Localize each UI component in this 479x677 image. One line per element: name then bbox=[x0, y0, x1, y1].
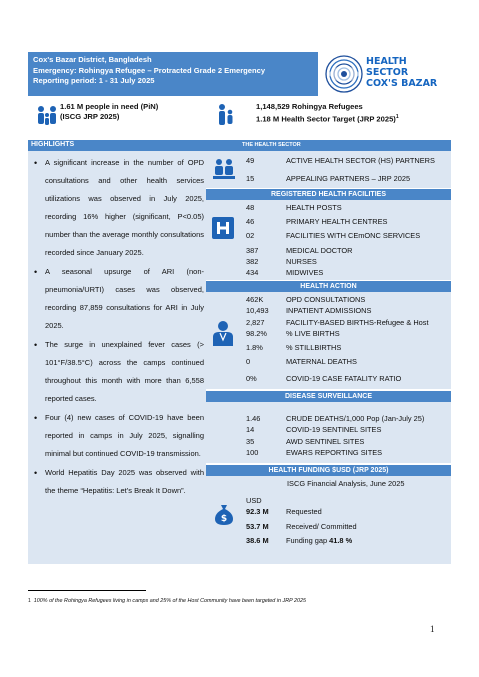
family-icon bbox=[36, 102, 58, 130]
action-label: OPD CONSULTATIONS bbox=[286, 295, 366, 304]
logo-line-health: HEALTH bbox=[366, 56, 407, 67]
pin-target-text: 1.18 M Health Sector Target (JRP 2025) bbox=[256, 114, 396, 124]
footnote-text: 100% of the Rohingya Refugees living in camps and 25% of the Host Community have been targeted in JRP 2025 bbox=[33, 598, 306, 604]
action-row bbox=[246, 343, 341, 354]
action-row bbox=[246, 357, 357, 368]
funding-row bbox=[246, 522, 357, 533]
surveillance-value: 35 bbox=[246, 437, 255, 446]
facility-row bbox=[246, 257, 317, 268]
action-row bbox=[246, 295, 365, 306]
funding-value: 53.7 M bbox=[246, 522, 269, 531]
highlight-item: • A seasonal upsurge of ARI (non-pneumonia/URTI) cases was observed, recording 87,859 consultations for ARI in July 2025. bbox=[32, 263, 204, 335]
doctor-icon bbox=[212, 320, 234, 346]
money-bag-icon bbox=[214, 504, 234, 526]
action-label: % LIVE BIRTHS bbox=[286, 329, 340, 338]
pin-right bbox=[214, 102, 454, 132]
funding-label: Funding gap bbox=[286, 536, 328, 545]
funding-subtitle: ISCG Financial Analysis, June 2025 bbox=[287, 479, 405, 488]
action-row bbox=[246, 374, 401, 385]
facility-value: 387 bbox=[246, 246, 259, 255]
action-row bbox=[246, 306, 371, 317]
hs-row-label: APPEALING PARTNERS – JRP 2025 bbox=[286, 174, 411, 183]
funding-label: Received/ Committed bbox=[286, 522, 357, 531]
surveillance-row bbox=[246, 437, 364, 448]
surveillance-label: EWARS REPORTING SITES bbox=[286, 448, 383, 457]
pin-source: (ISCG JRP 2025) bbox=[60, 112, 120, 121]
facility-value: 48 bbox=[246, 203, 255, 212]
hs-row-value: 49 bbox=[246, 156, 255, 165]
surveillance-value: 1.46 bbox=[246, 414, 261, 423]
facility-value: 434 bbox=[246, 268, 259, 277]
action-row bbox=[246, 329, 340, 340]
pin-refugees: 1,148,529 Rohingya Refugees bbox=[256, 102, 363, 111]
funding-currency: USD bbox=[246, 496, 262, 505]
surveillance-row bbox=[246, 448, 382, 459]
surveillance-row bbox=[246, 414, 424, 425]
action-label: COVID-19 CASE FATALITY RATIO bbox=[286, 374, 402, 383]
facility-label: HEALTH POSTS bbox=[286, 203, 342, 212]
action-value: 462K bbox=[246, 295, 264, 304]
facility-row bbox=[246, 231, 420, 242]
health-sector-title: THE HEALTH SECTOR bbox=[206, 140, 451, 151]
pin-left-text bbox=[60, 102, 210, 122]
facility-label: MEDICAL DOCTOR bbox=[286, 246, 353, 255]
facility-row bbox=[246, 203, 342, 214]
action-value: 2,827 bbox=[246, 318, 265, 327]
header-banner bbox=[28, 52, 318, 96]
funding-value: 92.3 M bbox=[246, 507, 269, 516]
action-value: 10,493 bbox=[246, 306, 269, 315]
action-value: 0% bbox=[246, 374, 257, 383]
highlight-item: • A significant increase in the number of OPD consultations and other health services utilizations was observed in July 2025, recording 16% higher (significant, P<0.05) number than the average monthly consultations recorded since January 2025. bbox=[32, 154, 204, 262]
highlights-panel bbox=[28, 151, 206, 564]
highlights-list bbox=[28, 151, 206, 500]
swirl-logo-icon bbox=[324, 53, 364, 95]
funding-gap-percent: 41.8 % bbox=[329, 536, 353, 545]
hs-row-value: 15 bbox=[246, 174, 255, 183]
page-number: 1 bbox=[430, 624, 435, 634]
action-label: FACILITY-BASED BIRTHS-Refugee & Host bbox=[286, 318, 429, 327]
footnote-divider bbox=[28, 590, 146, 591]
highlight-item: • Four (4) new cases of COVID-19 have been reported in camps in July 2025, signalling minimal but continued COVID-19 transmission. bbox=[32, 409, 204, 463]
facility-label: MIDWIVES bbox=[286, 268, 324, 277]
surveillance-label: COVID-19 SENTINEL SITES bbox=[286, 425, 382, 434]
facility-row bbox=[246, 217, 387, 228]
facility-label: FACILITIES WITH CEmONC SERVICES bbox=[286, 231, 421, 240]
funding-title: HEALTH FUNDING $USD (JRP 2025) bbox=[206, 465, 451, 476]
footnote-mark: 1 bbox=[28, 598, 31, 604]
pin-right-text bbox=[256, 102, 456, 125]
highlight-item: • The surge in unexplained fever cases (> 101°F/38.5°C) across the camps continued throughout this month with more than 6,558 reported cases. bbox=[32, 336, 204, 408]
highlight-item: • World Hepatitis Day 2025 was observed with the theme “Hepatitis: Let’s Break It Down”. bbox=[32, 464, 204, 500]
health-action-title: HEALTH ACTION bbox=[206, 281, 451, 292]
header-emergency: Emergency: Rohingya Refugee – Protracted Grade 2 Emergency bbox=[33, 65, 266, 75]
facilities-title: REGISTERED HEALTH FACILITIES bbox=[206, 189, 451, 200]
action-value: 98.2% bbox=[246, 329, 267, 338]
action-value: 0 bbox=[246, 357, 251, 366]
surveillance-value: 100 bbox=[246, 448, 259, 457]
action-value: 1.8% bbox=[246, 343, 263, 352]
hs-row-label: ACTIVE HEALTH SECTOR (HS) PARTNERS bbox=[286, 156, 435, 165]
funding-row bbox=[246, 507, 322, 518]
action-label: INPATIENT ADMISSIONS bbox=[286, 306, 372, 315]
hospital-icon bbox=[212, 217, 234, 239]
surveillance-value: 14 bbox=[246, 425, 255, 434]
action-label: MATERNAL DEATHS bbox=[286, 357, 357, 366]
facility-value: 02 bbox=[246, 231, 255, 240]
logo-line-sector: SECTOR bbox=[366, 67, 409, 78]
svg-text:$: $ bbox=[220, 514, 228, 524]
pin-target-footnote-mark: 1 bbox=[395, 114, 399, 120]
pin-people-in-need: 1.61 M people in need (PiN) bbox=[60, 102, 159, 111]
logo-line-coxs-bazar: COX'S BAZAR bbox=[366, 78, 438, 89]
facility-value: 46 bbox=[246, 217, 255, 226]
people-icon bbox=[214, 102, 236, 130]
surveillance-title: DISEASE SURVEILLANCE bbox=[206, 391, 451, 402]
facility-value: 382 bbox=[246, 257, 259, 266]
header-period: Reporting period: 1 - 31 July 2025 bbox=[33, 76, 155, 85]
report-header bbox=[28, 52, 451, 98]
partners-icon bbox=[213, 156, 235, 180]
action-row bbox=[246, 318, 429, 329]
health-sector-logo bbox=[322, 52, 451, 96]
funding-row bbox=[246, 536, 352, 547]
hs-row bbox=[246, 156, 435, 167]
facility-label: NURSES bbox=[286, 257, 317, 266]
logo-wordmark bbox=[366, 56, 437, 89]
funding-label: Requested bbox=[286, 507, 322, 516]
funding-value: 38.6 M bbox=[246, 536, 269, 545]
surveillance-row bbox=[246, 425, 381, 436]
surveillance-label: CRUDE DEATHS/1,000 Pop (Jan-July 25) bbox=[286, 414, 425, 423]
header-district: Cox's Bazar District, Bangladesh bbox=[33, 55, 152, 64]
pin-left bbox=[36, 102, 216, 132]
hs-row bbox=[246, 174, 410, 185]
highlights-title: HIGHLIGHTS bbox=[28, 140, 206, 151]
surveillance-label: AWD SENTINEL SITES bbox=[286, 437, 365, 446]
footnote bbox=[28, 598, 306, 604]
facility-row bbox=[246, 268, 323, 279]
facility-label: PRIMARY HEALTH CENTRES bbox=[286, 217, 388, 226]
action-label: % STILLBIRTHS bbox=[286, 343, 342, 352]
facility-row bbox=[246, 246, 353, 257]
pin-target bbox=[256, 112, 456, 125]
